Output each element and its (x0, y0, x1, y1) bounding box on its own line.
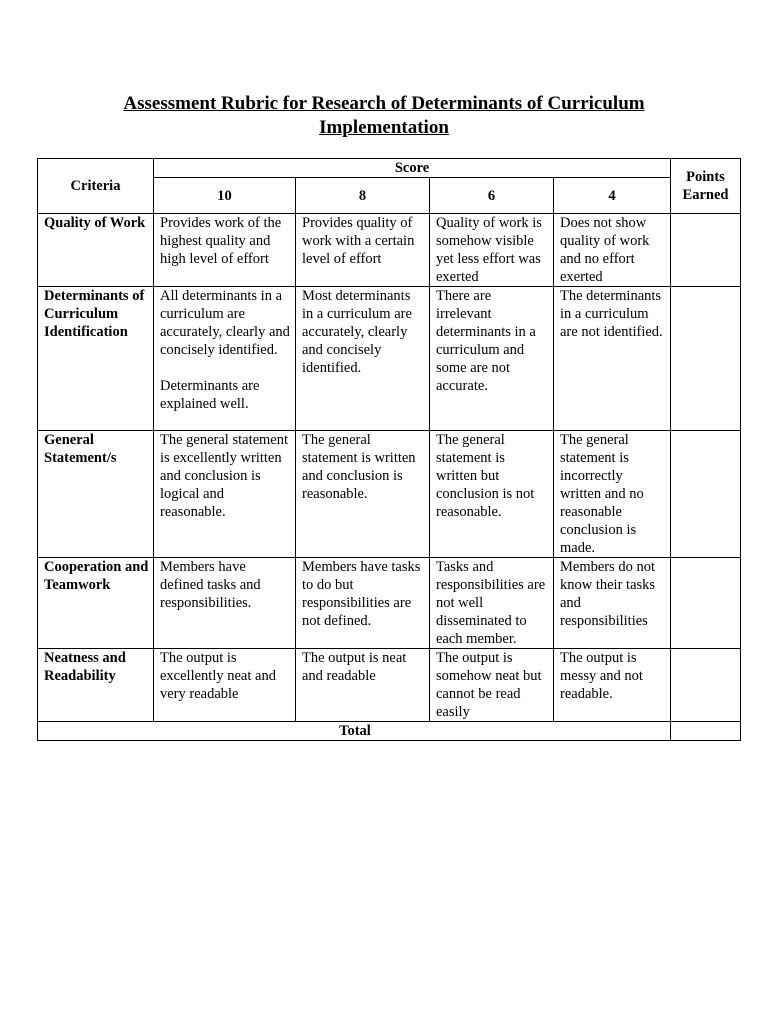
descriptor-cell: Provides work of the highest quality and high level of effort (154, 214, 296, 287)
descriptor-cell: All determinants in a curriculum are accurately, clearly and concisely identified. Determinants are explained well. (154, 287, 296, 431)
descriptor-cell: Members do not know their tasks and responsibilities (554, 558, 671, 649)
criterion-cell: Determinants of Curriculum Identification (38, 287, 154, 431)
rubric-table (37, 158, 741, 741)
descriptor-cell: Provides quality of work with a certain level of effort (296, 214, 430, 287)
points-cell (671, 287, 741, 431)
descriptor-cell: The general statement is excellently written and conclusion is logical and reasonable. (154, 431, 296, 558)
descriptor-cell: The general statement is incorrectly written and no reasonable conclusion is made. (554, 431, 671, 558)
score-level-header: 6 (430, 178, 554, 214)
descriptor-cell: Members have tasks to do but responsibilities are not defined. (296, 558, 430, 649)
score-level-header: 10 (154, 178, 296, 214)
score-level-header: 4 (554, 178, 671, 214)
descriptor-cell: Most determinants in a curriculum are accurately, clearly and concisely identified. (296, 287, 430, 431)
points-cell (671, 214, 741, 287)
descriptor-cell: The output is neat and readable (296, 649, 430, 722)
score-header: Score (154, 159, 671, 178)
criterion-cell: General Statement/s (38, 431, 154, 558)
table-row (38, 214, 741, 287)
descriptor-cell: The output is messy and not readable. (554, 649, 671, 722)
descriptor-cell: The output is excellently neat and very readable (154, 649, 296, 722)
table-row (38, 649, 741, 722)
criterion-cell: Cooperation and Teamwork (38, 558, 154, 649)
descriptor-cell: The general statement is written but conclusion is not reasonable. (430, 431, 554, 558)
points-earned-header: Points Earned (671, 159, 741, 214)
table-row (38, 558, 741, 649)
descriptor-cell: Does not show quality of work and no effort exerted (554, 214, 671, 287)
page-title: Assessment Rubric for Research of Determinants of Curriculum Implementation (123, 93, 645, 138)
table-row (38, 431, 741, 558)
criteria-header: Criteria (38, 159, 154, 214)
descriptor-cell: There are irrelevant determinants in a curriculum and some are not accurate. (430, 287, 554, 431)
descriptor-cell: The determinants in a curriculum are not identified. (554, 287, 671, 431)
table-row (38, 287, 741, 431)
score-level-header: 8 (296, 178, 430, 214)
descriptor-cell: Tasks and responsibilities are not well disseminated to each member. (430, 558, 554, 649)
criterion-cell: Neatness and Readability (38, 649, 154, 722)
total-points-cell (671, 722, 741, 741)
descriptor-cell: The output is somehow neat but cannot be read easily (430, 649, 554, 722)
points-cell (671, 431, 741, 558)
descriptor-cell: The general statement is written and conclusion is reasonable. (296, 431, 430, 558)
descriptor-cell: Quality of work is somehow visible yet less effort was exerted (430, 214, 554, 287)
points-cell (671, 649, 741, 722)
criterion-cell: Quality of Work (38, 214, 154, 287)
total-row (38, 722, 741, 741)
total-label: Total (38, 722, 671, 741)
points-cell (671, 558, 741, 649)
descriptor-cell: Members have defined tasks and responsibilities. (154, 558, 296, 649)
